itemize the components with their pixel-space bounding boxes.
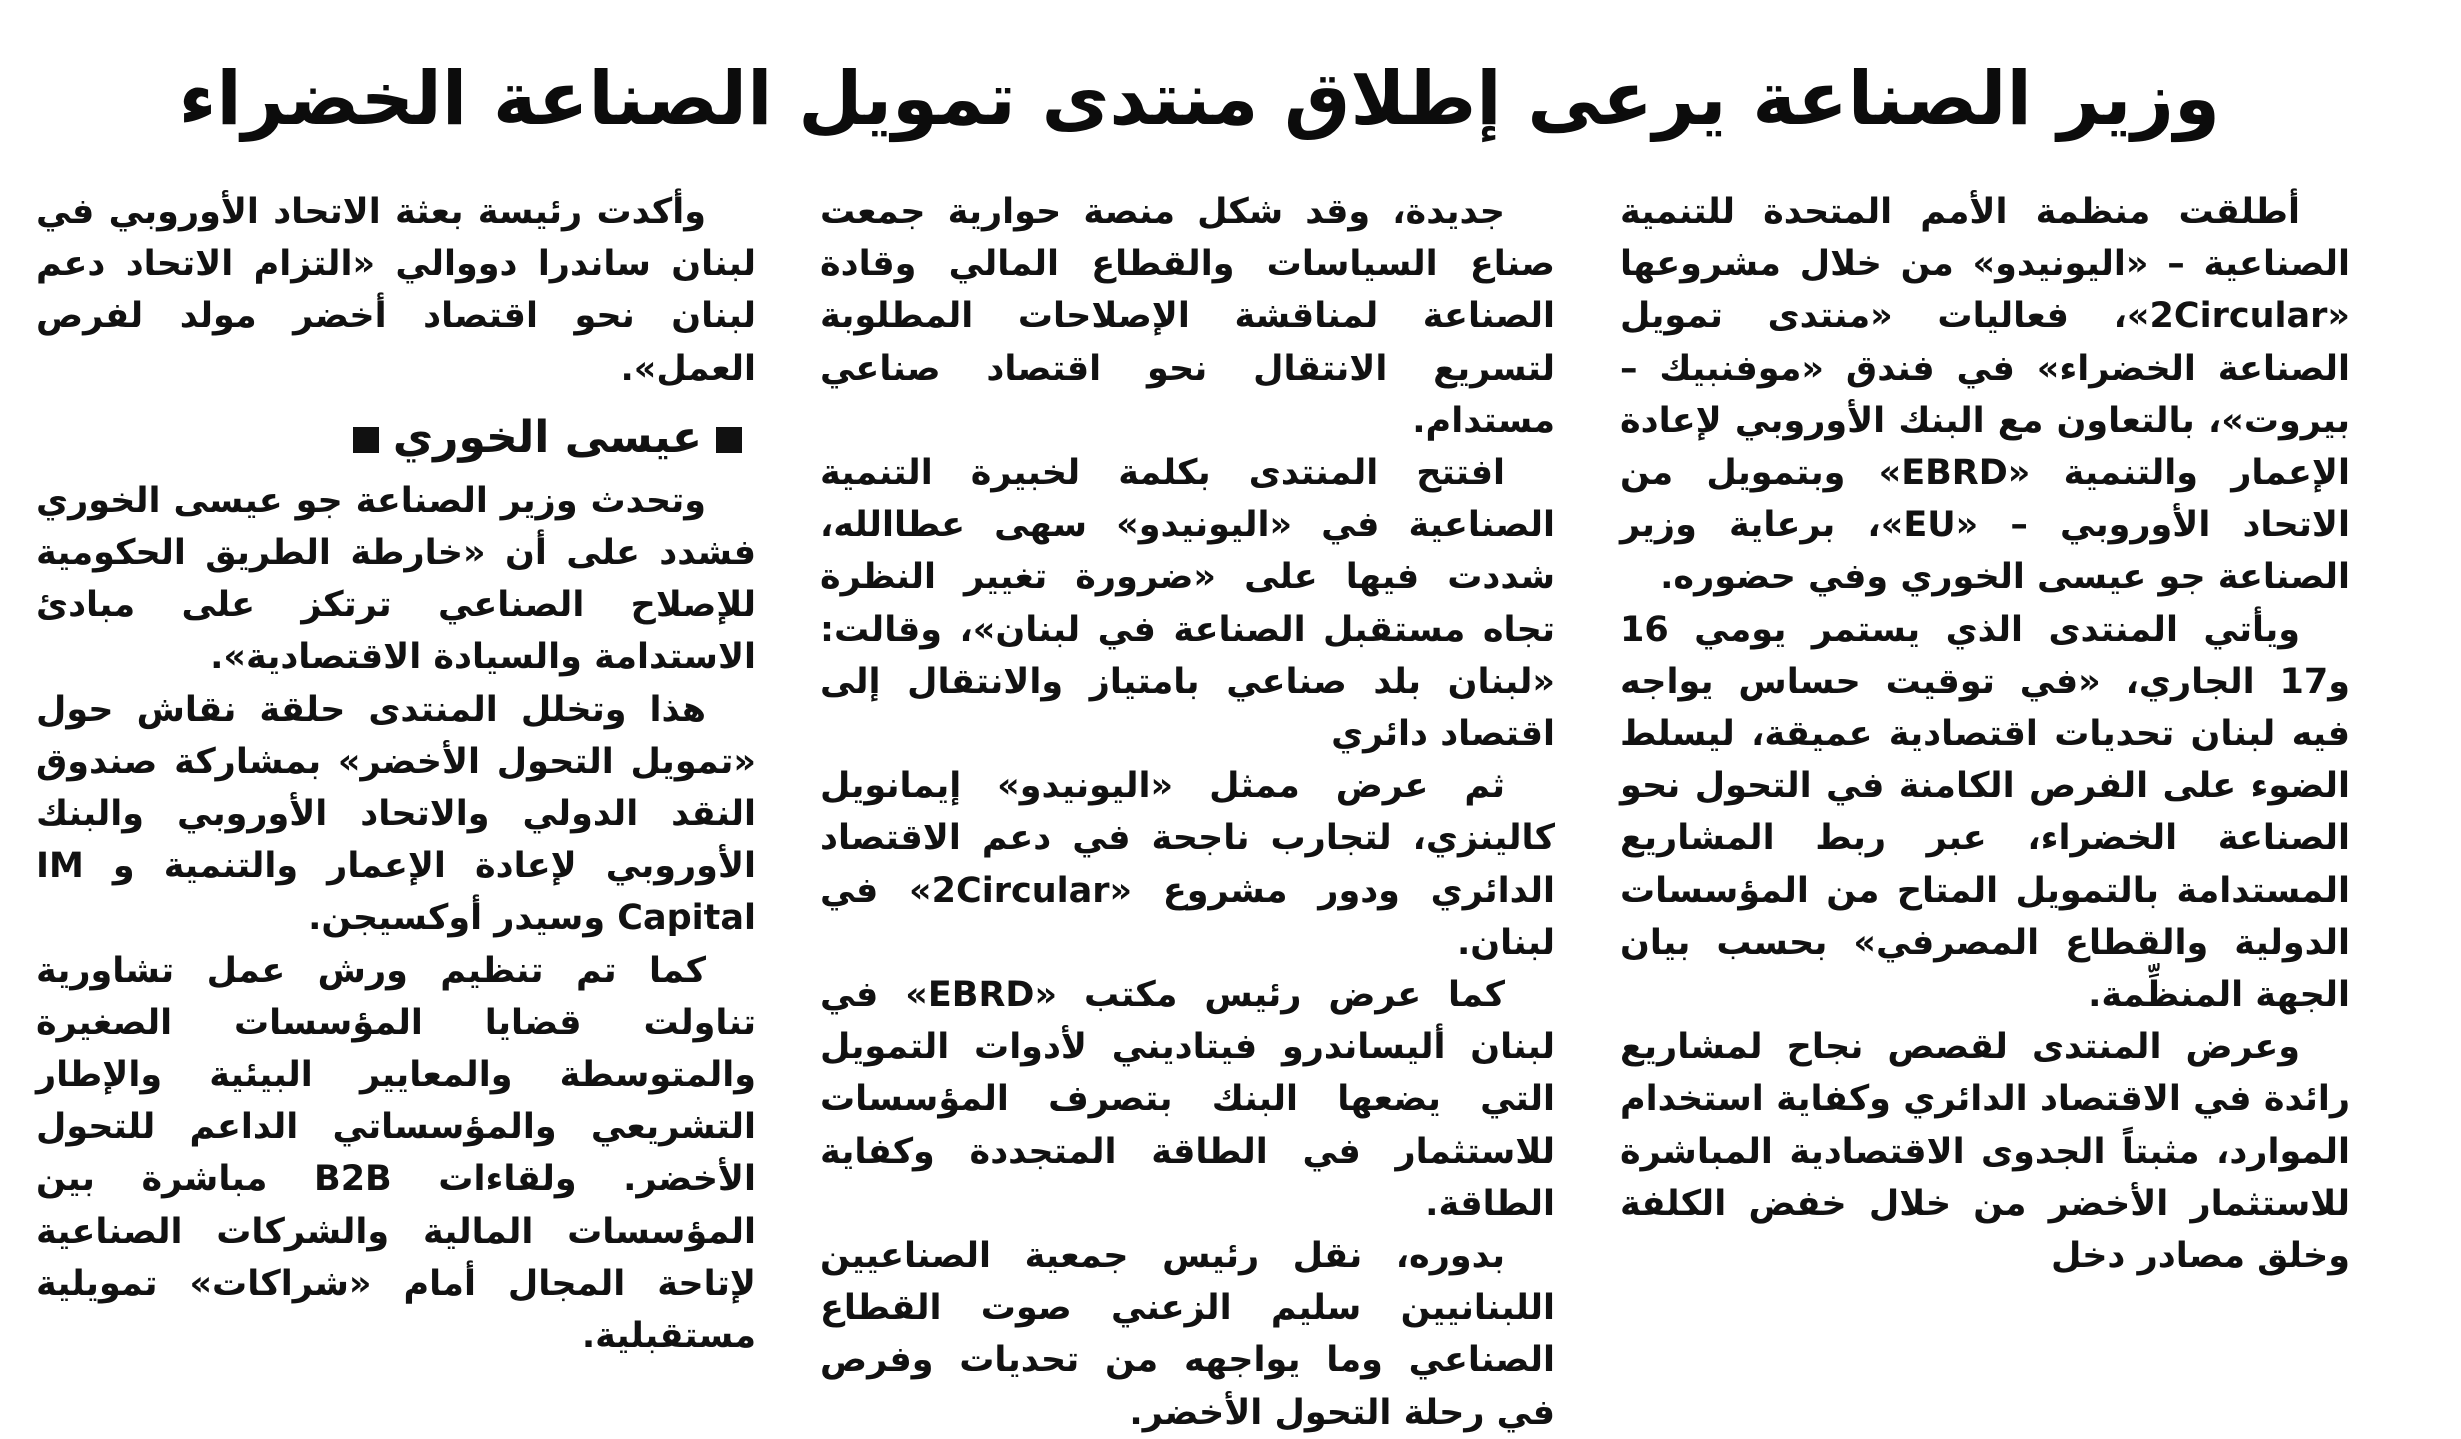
- paragraph: كما عرض رئيس مكتب «EBRD» في لبنان أليساندرو فيتاديني لأدوات التمويل التي يضعها البنك بتصرف المؤسسات للاستثمار في الطاقة المتجددة وكفاية الطاقة.: [820, 975, 1555, 1224]
- square-bullet-icon: [353, 427, 379, 453]
- headline: وزير الصناعة يرعى إطلاق منتدى تمويل الصناعة الخضراء: [178, 56, 2220, 142]
- paragraph: ثم عرض ممثل «اليونيدو» إيمانويل كالينزي، لتجارب ناجحة في دعم الاقتصاد الدائري ودور مشروع «2Circular» في لبنان.: [820, 766, 1555, 963]
- paragraph: وعرض المنتدى لقصص نجاح لمشاريع رائدة في الاقتصاد الدائري وكفاية استخدام الموارد، مثبتاً الجدوى الاقتصادية المباشرة للاستثمار الأخضر من خلال خفض الكلفة وخلق مصادر دخل: [1620, 1027, 2350, 1277]
- byline-text: عيسى الخوري: [392, 411, 702, 463]
- paragraph: جديدة، وقد شكل منصة حوارية جمعت صناع السياسات والقطاع المالي وقادة الصناعة لمناقشة الإصلاحات المطلوبة لتسريع الانتقال نحو اقتصاد صناعي مستدام.: [820, 192, 1555, 441]
- paragraph: وأكدت رئيسة بعثة الاتحاد الأوروبي في لبنان ساندرا دووالي «التزام الاتحاد دعم لبنان نحو اقتصاد أخضر مولد لفرص العمل».: [36, 192, 756, 389]
- column-middle: [820, 186, 1555, 1439]
- square-bullet-icon: [716, 427, 742, 453]
- paragraph: ويأتي المنتدى الذي يستمر يومي 16 و17 الجاري، «في توقيت حساس يواجه فيه لبنان تحديات اقتصادية عميقة، ليسلط الضوء على الفرص الكامنة في التحول نحو الصناعة الخضراء، عبر ربط المشاريع المستدامة بالتمويل المتاح من المؤسسات الدولية والقطاع المصرفي» بحسب بيان الجهة المنظِّمة.: [1620, 609, 2350, 1016]
- paragraph: بدوره، نقل رئيس جمعية الصناعيين اللبنانيين سليم الزعني صوت القطاع الصناعي وما يواجهه من تحديات وفرص في رحلة التحول الأخضر.: [820, 1236, 1555, 1433]
- column-right: [1620, 186, 2350, 1282]
- paragraph: أطلقت منظمة الأمم المتحدة للتنمية الصناعية – «اليونيدو» من خلال مشروعها «2Circular»، فعاليات «منتدى تمويل الصناعة الخضراء» في فندق «موفنبيك – بيروت»، بالتعاون مع البنك الأوروبي لإعادة الإعمار والتنمية «EBRD» وبتمويل من الاتحاد الأوروبي – «EU»، برعاية وزير الصناعة جو عيسى الخوري وفي حضوره.: [1620, 192, 2350, 598]
- paragraph: هذا وتخلل المنتدى حلقة نقاش حول «تمويل التحول الأخضر» بمشاركة صندوق النقد الدولي والاتحاد الأوروبي والبنك الأوروبي لإعادة الإعمار والتنمية و IM Capital وسيدر أوكسيجن.: [36, 689, 756, 939]
- paragraph: وتحدث وزير الصناعة جو عيسى الخوري فشدد على أن «خارطة الطريق الحكومية للإصلاح الصناعي ترتكز على مبادئ الاستدامة والسيادة الاقتصادية».: [36, 480, 756, 678]
- section-byline: [36, 405, 756, 471]
- paragraph: كما تم تنظيم ورش عمل تشاورية تناولت قضايا المؤسسات الصغيرة والمتوسطة والمعايير البيئية والإطار التشريعي والمؤسساتي الداعم للتحول الأخضر. ولقاءات B2B مباشرة بين المؤسسات المالية والشركات الصناعية لإتاحة المجال أمام «شراكات» تمويلية مستقبلية.: [36, 950, 756, 1357]
- paragraph: افتتح المنتدى بكلمة لخبيرة التنمية الصناعية في «اليونيدو» سهى عطاالله، شددت فيها على «ضرورة تغيير النظرة تجاه مستقبل الصناعة في لبنان»، وقالت: «لبنان بلد صناعي بامتياز والانتقال إلى اقتصاد دائري: [820, 453, 1555, 755]
- column-left: [36, 186, 756, 1362]
